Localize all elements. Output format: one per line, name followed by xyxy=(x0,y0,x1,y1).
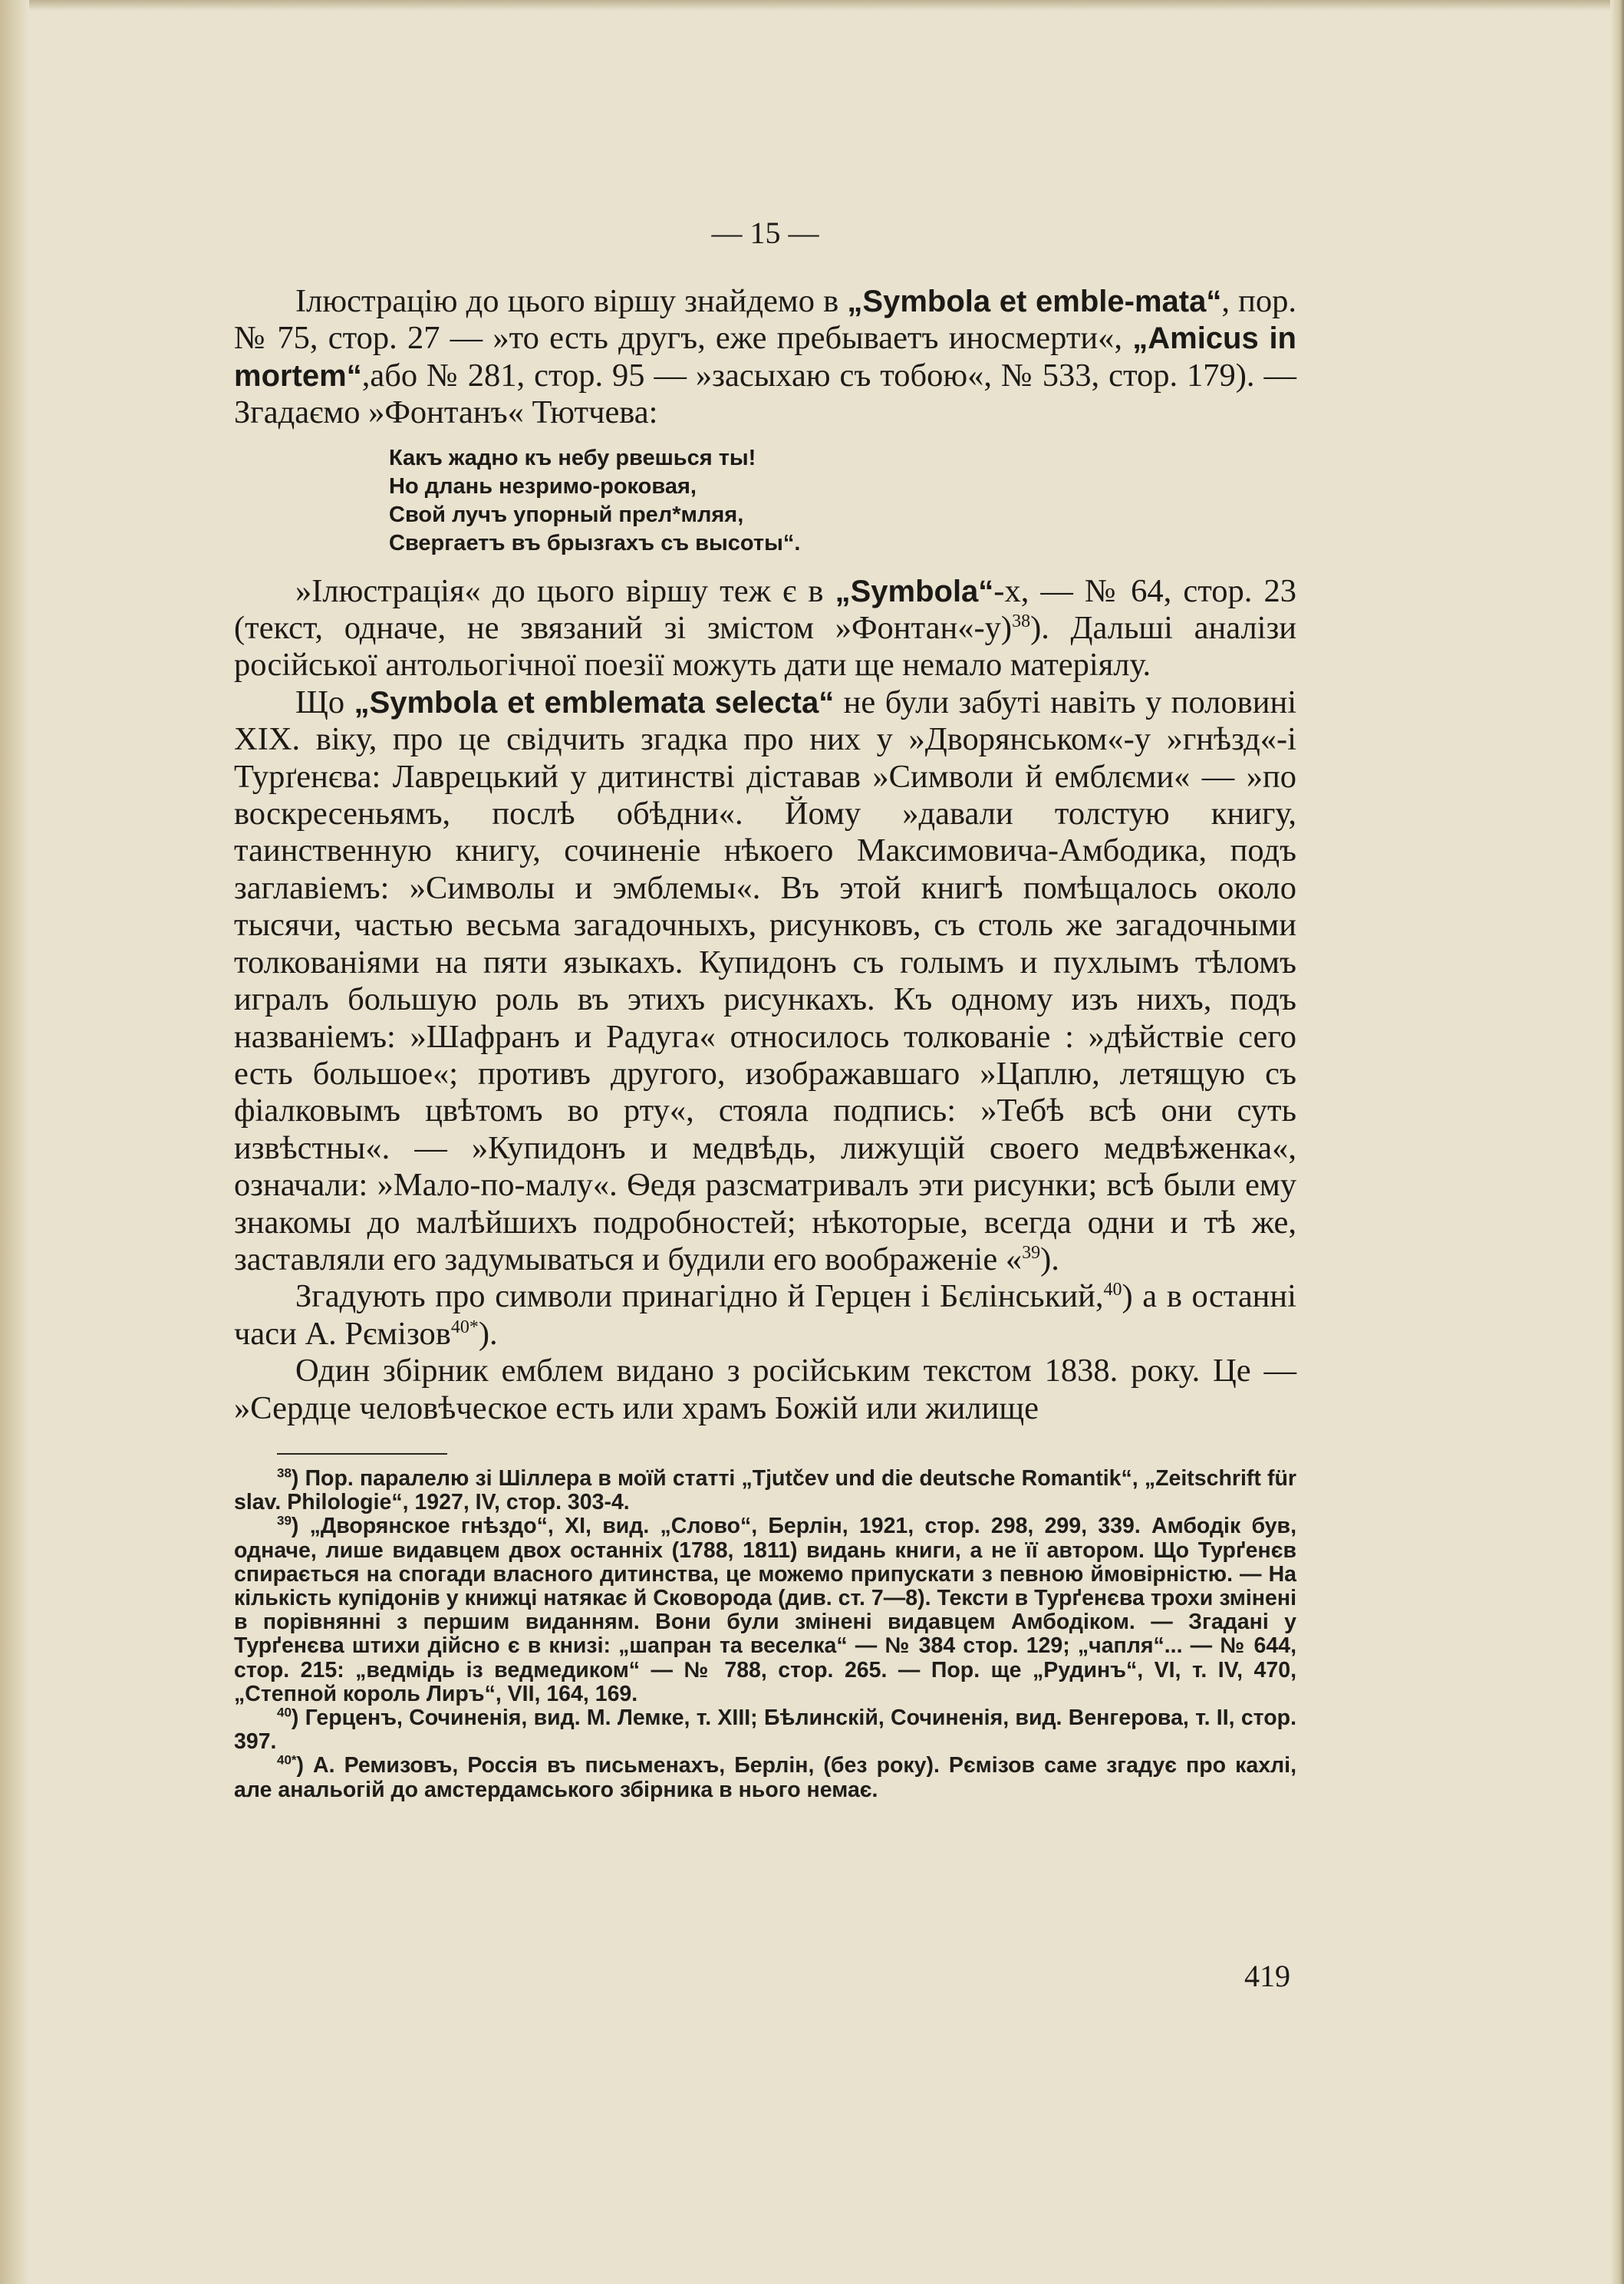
page-top-edge xyxy=(29,0,1624,11)
p3-text-d: ). xyxy=(1040,1241,1059,1277)
paragraph-2 xyxy=(234,573,1296,684)
poem-line: Свой лучъ упорный прел*мляя, xyxy=(389,502,744,527)
p1-latin-motto: „Amicus in mortem“ xyxy=(234,321,1296,393)
p2-text-c: -х, — № 64, стор. 23 (текст, одначе, не звязаний зі змістом »Фонтан«-у) xyxy=(234,572,1296,647)
footnote-text: ) А. Ремизовъ, Россія въ письменахъ, Берлін, (без року). Рємізов саме згадує про кахлі, але анальогій до амстердамського збірника в нього немає. xyxy=(234,1753,1296,1802)
footnote-40 xyxy=(234,1706,1296,1754)
p2-text-a: »Ілюстрація« до цього віршу теж є в xyxy=(295,572,835,609)
p2-text-d: ). Дальші аналізи російської антольогічної поезії можуть дати ще немало матеріялу. xyxy=(234,610,1296,684)
footnote-text: ) „Дворянское гнѣздо“, XI, вид. „Слово“, Берлін, 1921, стор. 298, 299, 339. Амбодік був, одначе, лише видавцем двох останніх (1788, 1811) видань книги, а не її автором. Що Турґенєв спирається на спогади власного дитинства, це можемо припускати з певною ймовірністю. — На кількість купідонів у книжці натякає й Сковорода (див. ст. 7—8). Тексти в Турґенєва трохи змінені в порівнянні з першим виданням. Вони були змінені видавцем Амбодіком. — Згадані у Турґенєва штихи дійсно є в книзі: „шапран та веселка“ — № 384 стор. 129; „чапля“... — № 644, стор. 215: „ведмідь із ведмедиком“ — № 788, стор. 265. — Пор. ще „Рудинъ“, VI, т. IV, 470, „Степной король Лиръ“, VII, 164, 169. xyxy=(234,1514,1296,1706)
footnote-ref-38: 38 xyxy=(1012,611,1031,631)
page-right-edge xyxy=(1610,0,1624,2284)
page-content xyxy=(234,215,1296,1802)
paragraph-1 xyxy=(234,283,1296,432)
footnote-mark: 39 xyxy=(277,1513,292,1528)
p4-text-b: ) а в останні часи А. Рємізов xyxy=(234,1278,1296,1352)
footnote-38 xyxy=(234,1467,1296,1514)
p4-text-a: Згадують про символи принагідно й Герцен і Бєлінський, xyxy=(295,1278,1104,1315)
page-folio-number: 419 xyxy=(1244,1959,1290,1993)
p1-text-c: , пор. № 75, стор. 27 — »то есть другъ, еже пребываетъ иносмерти«, xyxy=(234,283,1297,357)
p1-latin-title: „Symbola et emble-mata“ xyxy=(847,285,1222,318)
footnote-mark: 40 xyxy=(277,1705,292,1720)
p3-text-a: Що xyxy=(295,684,354,720)
footnote-ref-40-star: 40* xyxy=(450,1317,479,1337)
footnote-text: ) Пор. паралелю зі Шіллера в моїй статті „Tjutčev und die deutsche Romantik“, „Zeitschrift für slav. Philologie“, 1927, IV, стор. 303-4. xyxy=(234,1465,1296,1515)
p2-latin-title: „Symbola“ xyxy=(835,574,994,608)
footnote-mark: 40* xyxy=(277,1752,297,1768)
footnote-text: ) Герценъ, Сочиненія, вид. М. Лемке, т. XIII; Бѣлинскій, Сочиненія, вид. Венгерова, т. II, стор. 397. xyxy=(234,1706,1296,1755)
book-spine-shadow xyxy=(0,0,29,2284)
poem-line: Свергаетъ въ брызгахъ съ высоты“. xyxy=(389,530,801,555)
footnote-40-star xyxy=(234,1754,1296,1801)
footnotes xyxy=(234,1467,1296,1802)
paragraph-4 xyxy=(234,1278,1296,1353)
footnote-mark: 38 xyxy=(277,1465,292,1481)
footnote-ref-39: 39 xyxy=(1022,1242,1041,1263)
footnote-ref-40: 40 xyxy=(1103,1280,1122,1300)
paragraph-5: Один збірник емблем видано з російським текстом 1838. року. Це — »Сердце человѣческое есть или храмъ Божій или жилище xyxy=(234,1353,1296,1426)
poem-quote xyxy=(389,444,1296,558)
poem-line: Но длань незримо-роковая, xyxy=(389,473,697,499)
p1-text-e: ,або № 281, стор. 95 — »засыхаю съ тобою«, № 533, стор. 179). — Згадаємо »Фонтанъ« Тютчева: xyxy=(234,357,1296,431)
p3-text-c: не були забуті навіть у половині XIX. віку, про це свідчить згадка про них у »Дворянськом«-у »гнѣзд«-і Турґенєва: Лаврецький у дитинстві діставав »Символи й емблєми« — »по воскресеньямъ, послѣ обѣдни«. Йому »давали толстую книгу, таинственную книгу, сочиненіе нѣкоего Максимовича-Амбодика, подъ заглавіемъ: »Символы и эмблемы«. Въ этой книгѣ помѣщалось около тысячи, частью весьма загадочныхъ, рисунковъ, съ столь же загадочными толкованіями на пяти языкахъ. Купидонъ съ голымъ и пухлымъ тѣломъ игралъ большую роль въ этихъ рисункахъ. Къ одному изъ нихъ, подъ названіемъ: »Шафранъ и Радуга« относилось толкованіе : »дѣйствіе сего есть большое«; противъ другого, изображавшаго »Цаплю, летящую съ фіалковымъ цвѣтомъ во рту«, стояла подпись: »Тебѣ всѣ они суть извѣстны«. — »Купидонъ и медвѣдь, лижущій своего медвѣженка«, означали: »Мало-по-малу«. Ѳедя разсматривалъ эти рисунки; всѣ были ему знакомы до малѣйшихъ подробностей; нѣкоторые, всегда одни и тѣ же, заставляли его задумываться и будили его воображеніе « xyxy=(234,684,1296,1277)
footnote-39 xyxy=(234,1514,1296,1706)
footnote-separator xyxy=(277,1453,447,1455)
p1-text-a: Ілюстрацію до цього віршу знайдемо в xyxy=(295,283,848,319)
page-header-number: — 15 — xyxy=(711,216,819,250)
p3-latin-title: „Symbola et emblemata selecta“ xyxy=(354,685,835,720)
poem-line: Какъ жадно къ небу рвешься ты! xyxy=(389,445,756,470)
p4-text-c: ). xyxy=(478,1315,498,1352)
paragraph-3 xyxy=(234,684,1296,1279)
